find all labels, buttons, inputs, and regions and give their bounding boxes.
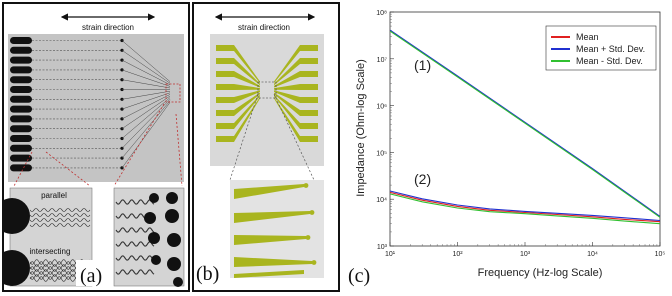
electrode-dot: [165, 209, 179, 223]
legend-label: Mean - Std. Dev.: [576, 56, 643, 66]
parallel-label: parallel: [41, 191, 67, 200]
inset-trace-tip: [312, 260, 317, 265]
panel-b-label: (b): [196, 263, 220, 285]
electrode-pad: [10, 37, 32, 44]
electrode-pad: [10, 164, 32, 171]
legend-label: Mean: [576, 32, 599, 42]
curve-label-2: (2): [414, 171, 432, 187]
chart-legend: [546, 26, 656, 70]
electrode-pad: [10, 76, 32, 83]
y-tick-label: 10⁸: [376, 10, 387, 17]
electrode-dot: [149, 193, 159, 203]
electrode-dot: [144, 212, 156, 224]
electrode-pad: [10, 125, 32, 132]
electrode-pad: [10, 155, 32, 162]
x-tick-label: 10⁵: [654, 251, 666, 258]
electrode-pad: [10, 96, 32, 103]
electrode-dot: [148, 232, 160, 244]
panel-c-impedance-chart: [344, 0, 672, 296]
inset-trace-tip: [304, 183, 309, 188]
curve-label-1: (1): [414, 57, 432, 73]
y-tick-label: 10⁵: [376, 150, 387, 158]
y-tick-label: 10³: [376, 244, 387, 251]
electrode-pad: [10, 135, 32, 142]
electrode-pad: [10, 66, 32, 73]
panel-b-figure: [194, 4, 338, 290]
y-tick-label: 10⁷: [376, 56, 387, 64]
panel-c-label: (c): [348, 265, 371, 287]
electrode-pad: [10, 145, 32, 152]
panel-a-figure: [4, 4, 188, 290]
panel-b-electrode-array: [192, 2, 340, 292]
electrode-pad: [10, 57, 32, 64]
electrode-dot: [167, 257, 181, 271]
panel-a-electrode-array: [2, 2, 190, 292]
panel-a-label: (a): [80, 265, 103, 287]
intersecting-label: intersecting: [29, 247, 71, 256]
electrode-dot: [166, 192, 178, 204]
x-axis-label: Frequency (Hz-log Scale): [477, 267, 603, 279]
impedance-chart: [344, 0, 672, 296]
x-tick-label: 10²: [452, 251, 463, 258]
electrode-dot: [173, 277, 183, 287]
electrode-pad: [10, 106, 32, 113]
legend-label: Mean + Std. Dev.: [576, 44, 646, 54]
electrode-pad: [10, 47, 32, 54]
electrode-dot: [167, 233, 181, 247]
strain-direction-label: strain direction: [81, 23, 135, 32]
electrode-dot: [151, 255, 161, 265]
electrode-pad: [10, 86, 32, 93]
inset-trace-tip: [310, 210, 315, 215]
y-tick-label: 10⁴: [376, 197, 387, 205]
x-tick-label: 10¹: [384, 251, 396, 258]
y-axis-label: Impedance (Ohm-log Scale): [355, 59, 367, 197]
strain-direction-label: strain direction: [237, 23, 291, 32]
x-tick-label: 10⁴: [587, 251, 598, 258]
electrode-pad: [10, 115, 32, 122]
y-tick-label: 10⁶: [376, 103, 387, 111]
x-tick-label: 10³: [519, 251, 531, 258]
inset-trace-tip: [306, 235, 311, 240]
